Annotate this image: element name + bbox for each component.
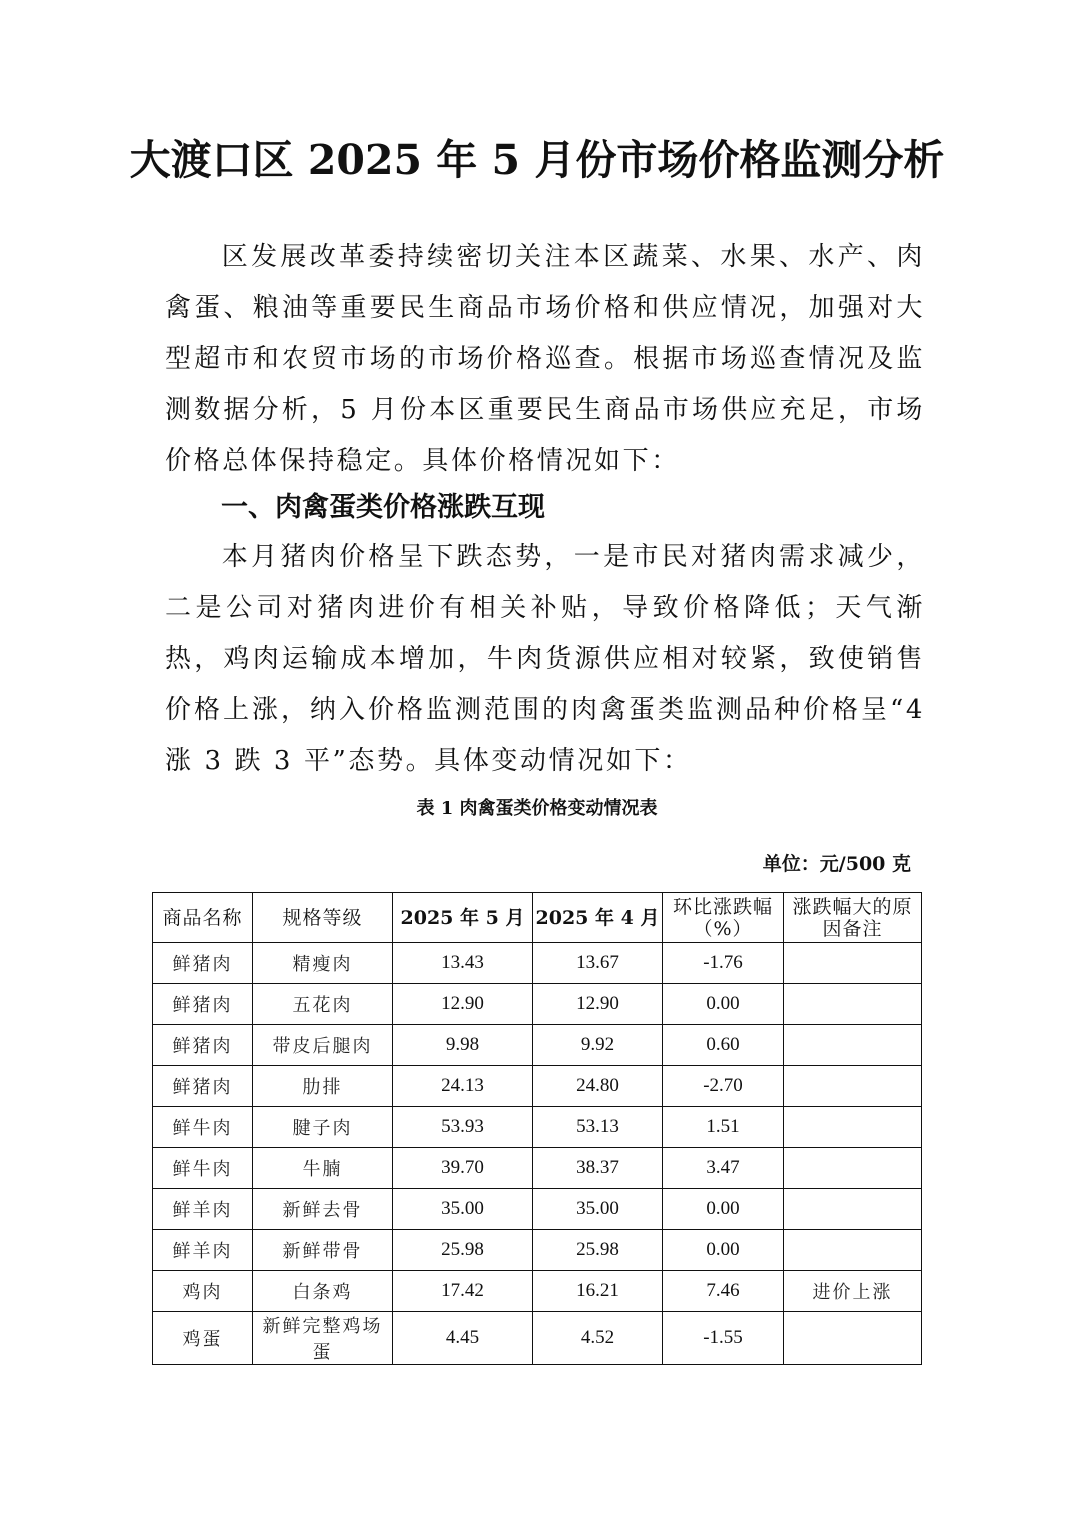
cell-mom-change: 1.51 <box>663 1107 784 1148</box>
cell-product-name: 鲜羊肉 <box>153 1189 253 1230</box>
cell-remarks: 进价上涨 <box>784 1271 922 1312</box>
table-row <box>153 984 922 1025</box>
cell-mom-change: 0.00 <box>663 984 784 1025</box>
cell-remarks <box>784 943 922 984</box>
header-product-name: 商品名称 <box>153 893 253 943</box>
cell-mom-change: -2.70 <box>663 1066 784 1107</box>
table-row <box>153 1107 922 1148</box>
price-table <box>152 892 922 1365</box>
table-row <box>153 1230 922 1271</box>
cell-may-price: 12.90 <box>393 984 533 1025</box>
cell-remarks <box>784 1066 922 1107</box>
cell-may-price: 17.42 <box>393 1271 533 1312</box>
table-row <box>153 1312 922 1365</box>
cell-may-price: 13.43 <box>393 943 533 984</box>
cell-product-name: 鲜猪肉 <box>153 984 253 1025</box>
intro-paragraph <box>165 232 925 487</box>
cell-grade: 带皮后腿肉 <box>253 1025 393 1066</box>
header-grade: 规格等级 <box>253 893 393 943</box>
cell-product-name: 鸡蛋 <box>153 1312 253 1365</box>
cell-remarks <box>784 1148 922 1189</box>
cell-apr-price: 53.13 <box>533 1107 663 1148</box>
cell-product-name: 鲜猪肉 <box>153 943 253 984</box>
document-title: 大渡口区 2025 年 5 月份市场价格监测分析 <box>129 136 945 184</box>
cell-apr-price: 25.98 <box>533 1230 663 1271</box>
header-mom-change-line2: （%） <box>693 917 753 940</box>
cell-product-name: 鲜猪肉 <box>153 1066 253 1107</box>
cell-grade: 白条鸡 <box>253 1271 393 1312</box>
header-remarks-line1: 涨跌幅大的原 <box>792 895 913 918</box>
table-row <box>153 1066 922 1107</box>
cell-remarks <box>784 984 922 1025</box>
cell-grade: 精瘦肉 <box>253 943 393 984</box>
cell-product-name: 鲜牛肉 <box>153 1107 253 1148</box>
cell-apr-price: 9.92 <box>533 1025 663 1066</box>
cell-grade: 牛腩 <box>253 1148 393 1189</box>
header-mom-change <box>663 893 784 943</box>
table-caption: 表 1 肉禽蛋类价格变动情况表 <box>416 798 658 819</box>
cell-apr-price: 12.90 <box>533 984 663 1025</box>
cell-remarks <box>784 1025 922 1066</box>
cell-may-price: 35.00 <box>393 1189 533 1230</box>
cell-product-name: 鸡肉 <box>153 1271 253 1312</box>
cell-may-price: 25.98 <box>393 1230 533 1271</box>
cell-mom-change: 3.47 <box>663 1148 784 1189</box>
intro-paragraph-text: 区发展改革委持续密切关注本区蔬菜、水果、水产、肉禽蛋、粮油等重要民生商品市场价格和供应情况，加强对大型超市和农贸市场的市场价格巡查。根据市场巡查情况及监测数据分析，5 月份本区重要民生商品市场供应充足，市场价格总体保持稳定。具体价格情况如下： <box>165 242 925 476</box>
cell-mom-change: 0.00 <box>663 1189 784 1230</box>
cell-grade: 腱子肉 <box>253 1107 393 1148</box>
table-row <box>153 1189 922 1230</box>
cell-remarks <box>784 1230 922 1271</box>
cell-mom-change: 0.60 <box>663 1025 784 1066</box>
header-mom-change-line1: 环比涨跌幅 <box>672 895 773 918</box>
header-apr-2025: 2025 年 4 月 <box>533 893 663 943</box>
cell-grade: 新鲜带骨 <box>253 1230 393 1271</box>
cell-grade: 肋排 <box>253 1066 393 1107</box>
section-paragraph-text: 本月猪肉价格呈下跌态势，一是市民对猪肉需求减少，二是公司对猪肉进价有相关补贴，导致价格降低；天气渐热，鸡肉运输成本增加，牛肉货源供应相对较紧，致使销售价格上涨，纳入价格监测范围的肉禽蛋类监测品种价格呈“4 涨 3 跌 3 平”态势。具体变动情况如下： <box>165 542 925 776</box>
table-header-row <box>153 893 922 943</box>
cell-remarks <box>784 1107 922 1148</box>
cell-may-price: 39.70 <box>393 1148 533 1189</box>
cell-may-price: 4.45 <box>393 1312 533 1365</box>
table-row <box>153 1025 922 1066</box>
header-remarks <box>784 893 922 943</box>
cell-remarks <box>784 1312 922 1365</box>
cell-may-price: 9.98 <box>393 1025 533 1066</box>
cell-apr-price: 16.21 <box>533 1271 663 1312</box>
table-row <box>153 1148 922 1189</box>
cell-mom-change: 0.00 <box>663 1230 784 1271</box>
section-heading: 一、肉禽蛋类价格涨跌互现 <box>221 492 545 523</box>
cell-grade: 新鲜去骨 <box>253 1189 393 1230</box>
table-unit: 单位：元/500 克 <box>762 853 911 875</box>
cell-may-price: 24.13 <box>393 1066 533 1107</box>
cell-remarks <box>784 1189 922 1230</box>
section-paragraph <box>165 532 925 787</box>
cell-apr-price: 13.67 <box>533 943 663 984</box>
table-row <box>153 1271 922 1312</box>
header-remarks-line2: 因备注 <box>822 917 883 940</box>
cell-may-price: 53.93 <box>393 1107 533 1148</box>
header-may-2025: 2025 年 5 月 <box>393 893 533 943</box>
cell-grade: 五花肉 <box>253 984 393 1025</box>
table-row <box>153 943 922 984</box>
cell-mom-change: 7.46 <box>663 1271 784 1312</box>
cell-product-name: 鲜羊肉 <box>153 1230 253 1271</box>
cell-grade: 新鲜完整鸡场蛋 <box>253 1312 393 1365</box>
cell-product-name: 鲜牛肉 <box>153 1148 253 1189</box>
cell-product-name: 鲜猪肉 <box>153 1025 253 1066</box>
cell-apr-price: 35.00 <box>533 1189 663 1230</box>
cell-mom-change: -1.55 <box>663 1312 784 1365</box>
cell-apr-price: 38.37 <box>533 1148 663 1189</box>
cell-apr-price: 24.80 <box>533 1066 663 1107</box>
cell-mom-change: -1.76 <box>663 943 784 984</box>
cell-apr-price: 4.52 <box>533 1312 663 1365</box>
